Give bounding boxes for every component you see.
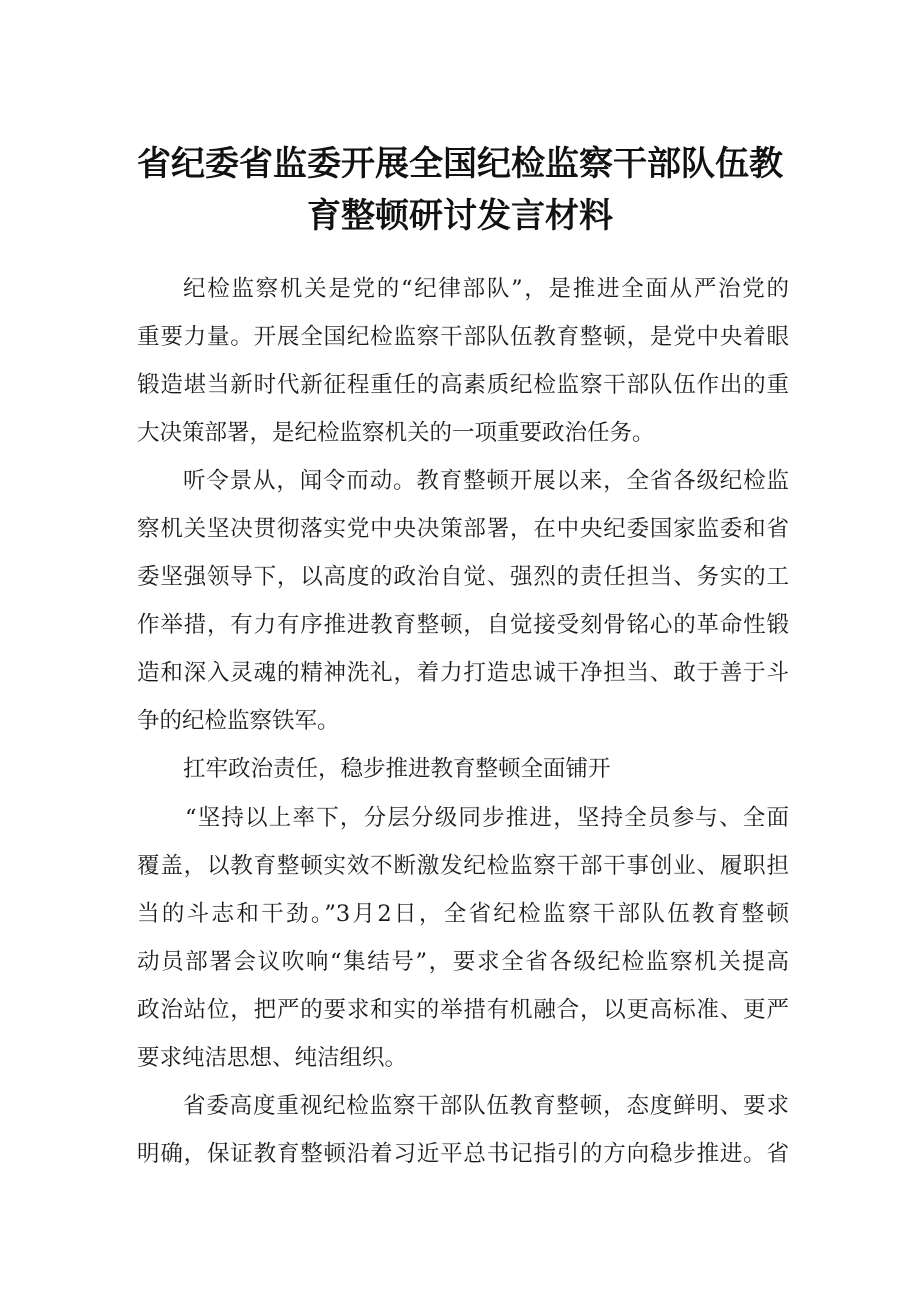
paragraph-3-line-3: 当的斗志和干劲。”3月2日，全省纪检监察干部队伍教育整顿 (137, 901, 789, 927)
document-title-line-2: 育整顿研讨发言材料 (307, 196, 613, 236)
paragraph-4-line-1: 省委高度重视纪检监察干部队伍教育整顿，态度鲜明、要求 (183, 1093, 789, 1119)
paragraph-1-line-4: 大决策部署，是纪检监察机关的一项重要政治任务。 (137, 420, 655, 446)
paragraph-1-line-3: 锻造堪当新时代新征程重任的高素质纪检监察干部队伍作出的重 (137, 372, 789, 398)
paragraph-1-line-2: 重要力量。开展全国纪检监察干部队伍教育整顿，是党中央着眼 (137, 324, 789, 350)
paragraph-3-line-4: 动员部署会议吹响“集结号”，要求全省各级纪检监察机关提高 (137, 949, 789, 975)
paragraph-3-line-5: 政治站位，把严的要求和实的举措有机融合，以更高标准、更严 (137, 997, 789, 1023)
paragraph-2-line-5: 造和深入灵魂的精神洗礼，着力打造忠诚干净担当、敢于善于斗 (137, 660, 789, 686)
paragraph-2-line-3: 委坚强领导下，以高度的政治自觉、强烈的责任担当、务实的工 (137, 564, 789, 590)
paragraph-2-line-2: 察机关坚决贯彻落实党中央决策部署，在中央纪委国家监委和省 (137, 516, 789, 542)
paragraph-1-line-1: 纪检监察机关是党的“纪律部队”，是推进全面从严治党的 (183, 276, 789, 302)
paragraph-3-line-2: 覆盖，以教育整顿实效不断激发纪检监察干部干事创业、履职担 (137, 853, 789, 879)
document-title-line-1: 省纪委省监委开展全国纪检监察干部队伍教 (137, 144, 783, 184)
paragraph-3-line-6: 要求纯洁思想、纯洁组织。 (137, 1045, 408, 1071)
paragraph-2-line-1: 听令景从，闻令而动。教育整顿开展以来，全省各级纪检监 (183, 468, 789, 494)
paragraph-4-line-2: 明确，保证教育整顿沿着习近平总书记指引的方向稳步推进。省 (137, 1141, 789, 1167)
paragraph-2-line-4: 作举措，有力有序推进教育整顿，自觉接受刻骨铭心的革命性锻 (137, 612, 789, 638)
paragraph-2-line-6: 争的纪检监察铁军。 (137, 708, 340, 734)
section-heading: 扛牢政治责任，稳步推进教育整顿全面铺开 (183, 756, 611, 782)
paragraph-3-line-1: “坚持以上率下，分层分级同步推进，坚持全员参与、全面 (185, 805, 789, 831)
